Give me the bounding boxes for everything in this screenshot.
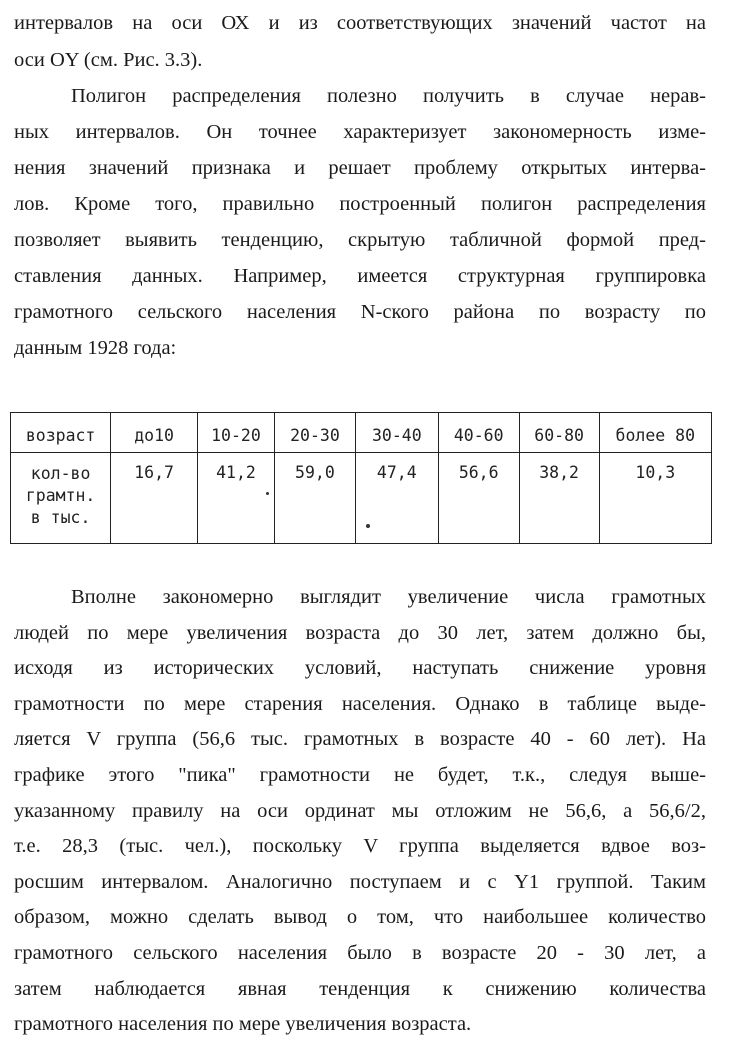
- table-row: [11, 453, 712, 544]
- age-literacy-table: [10, 412, 712, 544]
- text-line: затем наблюдается явная тенденция к снижению количества: [14, 978, 706, 1000]
- text-line: нения значений признака и решает проблему открытых интерва-: [14, 157, 706, 179]
- text-line: людей по мере увеличения возраста до 30 лет, затем должно бы,: [14, 622, 706, 644]
- text-line: графике этого "пика" грамотности не будет, т.к., следуя выше-: [14, 764, 706, 786]
- table-cell: 16,7: [111, 453, 198, 544]
- scan-speck: [366, 524, 370, 528]
- table-cell: 41,2: [197, 453, 274, 544]
- text-line: Вполне закономерно выглядит увеличение числа грамотных: [71, 586, 706, 608]
- table-column-header: 20-30: [274, 413, 355, 453]
- table-cell: 56,6: [438, 453, 519, 544]
- text-line: т.е. 28,3 (тыс. чел.), поскольку V группа выделяется вдвое воз-: [14, 835, 706, 857]
- table-row-label: [11, 453, 111, 544]
- text-line: данным 1928 года:: [14, 337, 177, 359]
- text-line: интервалов на оси ОХ и из соответствующих значений частот на: [14, 12, 706, 34]
- text-line: указанному правилу на оси ординат мы отложим не 56,6, а 56,6/2,: [14, 800, 706, 822]
- row-label-line: кол-во: [30, 464, 91, 483]
- table-cell: 10,3: [599, 453, 711, 544]
- text-line: образом, можно сделать вывод о том, что наибольшее количество: [14, 906, 706, 928]
- table-cell: 59,0: [274, 453, 355, 544]
- text-line: исходя из исторических условий, наступать снижение уровня: [14, 657, 706, 679]
- text-line: ляется V группа (56,6 тыс. грамотных в возрасте 40 - 60 лет). На: [14, 728, 706, 750]
- table-header-label: возраст: [11, 413, 111, 453]
- scan-speck: [266, 492, 269, 495]
- text-line: грамотного населения по мере увеличения возраста.: [14, 1013, 472, 1035]
- text-line: ных интервалов. Он точнее характеризует закономерность изме-: [14, 121, 706, 143]
- table-header-row: [11, 413, 712, 453]
- table-column-header: до10: [111, 413, 198, 453]
- row-label-line: в тыс.: [30, 508, 91, 527]
- text-line: грамотности по мере старения населения. Однако в таблице выде-: [14, 693, 706, 715]
- table-column-header: более 80: [599, 413, 711, 453]
- text-line: Полигон распределения полезно получить в случае нерав-: [71, 85, 706, 107]
- text-line: росшим интервалом. Аналогично поступаем и с Y1 группой. Таким: [14, 871, 706, 893]
- table-cell: 47,4: [355, 453, 438, 544]
- table-column-header: 40-60: [438, 413, 519, 453]
- text-line: оси OY (см. Рис. 3.3).: [14, 49, 203, 71]
- text-line: грамотного сельского населения N-ского района по возрасту по: [14, 301, 706, 323]
- text-line: ставления данных. Например, имеется структурная группировка: [14, 265, 706, 287]
- text-line: позволяет выявить тенденцию, скрытую табличной формой пред-: [14, 229, 706, 251]
- table-column-header: 60-80: [519, 413, 599, 453]
- table-cell: 38,2: [519, 453, 599, 544]
- text-line: грамотного сельского населения было в возрасте 20 - 30 лет, а: [14, 942, 706, 964]
- table-column-header: 10-20: [197, 413, 274, 453]
- text-line: лов. Кроме того, правильно построенный полигон распределения: [14, 193, 706, 215]
- table-column-header: 30-40: [355, 413, 438, 453]
- row-label-line: грамтн.: [25, 486, 96, 505]
